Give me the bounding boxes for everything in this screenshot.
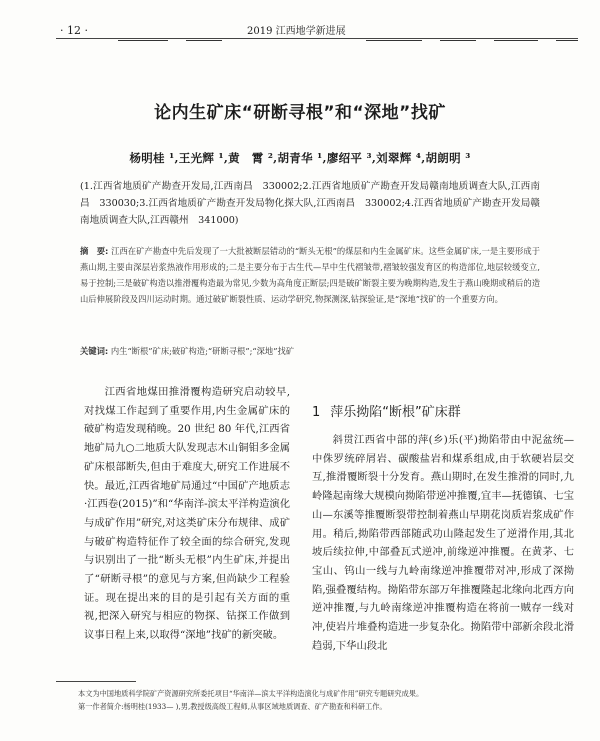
header-rule-segment xyxy=(494,40,538,41)
paragraph: 江西省地煤田推滑覆构造研究启动较早,对找煤工作起到了重要作用,内生金属矿床的破矿构造发现稍晚。20 世纪 80 年代,江西省地矿局九○二地质大队发现志木山铜钼多金属矿床根部断失,但由于难度大,研究工作进展不快。最近,江西省地矿局通过“中国矿产地质志·江西卷(2015)”和“华南洋-滨太平洋构造演化与成矿作用”研究,对这类矿床分布规律、成矿与破矿构造特征作了较全面的综合研究,发现与识别出了一批“断头无根”内生矿床,并提出了“研断寻根”的意见与方案,但尚缺少工程验证。现在提出来的目的是引起有关方面的重视,把深入研究与相应的物探、钻探工作做到议事日程上来,以取得“深地”找矿的新突破。 xyxy=(84,386,290,642)
header-rule-segment xyxy=(186,40,222,41)
footnotes xyxy=(78,687,578,713)
footnote-rule xyxy=(56,681,136,682)
affiliations: (1.江西省地质矿产勘查开发局,江西南昌 330002;2.江西省地质矿产勘查开发局赣南地质调查大队,江西南昌 330030;3.江西省地质矿产勘查开发局物化探大队,江西南昌 330002;4.江西省地质矿产勘查开发局赣南地质调查大队,江西赣州 341000) xyxy=(80,181,540,226)
header-rule xyxy=(56,38,578,39)
section-title: 萍乐拗陷“断根”矿床群 xyxy=(330,405,461,420)
header-rule-segment xyxy=(118,40,168,41)
author-list: 杨明桂 ¹,王光辉 ¹,黄 霄 ²,胡青华 ¹,廖绍平 ³,刘翠辉 ⁴,胡朗明 ³ xyxy=(129,151,471,165)
paragraph: 斜贯江西省中部的萍(乡)乐(平)拗陷带由中泥盆统—中侏罗统碎屑岩、碳酸盐岩和煤系组成,由于软硬岩层交互,推滑覆断裂十分发育。燕山期时,在发生推滑的同时,九岭隆起南缘大规模向拗陷带逆冲推覆,宜丰—抚德镇、七宝山—东溪等推覆断裂带控制着燕山早期花岗质岩浆成矿作用。稍后,拗陷带西部随武功山隆起发生了逆滑作用,其北坡后续拉伸,中部叠瓦式逆冲,前缘逆冲推覆。在黄茅、七宝山、钨山一线与九岭南缘逆冲推覆带对冲,形成了深拗陷,强叠覆结构。拗陷带东部万年推覆隆起北缘向北西方向逆冲推覆,与九岭南缘逆冲推覆构造在将前一贼存一线对冲,使岩片堆叠构造进一步复杂化。拗陷带中部新余段北滑趋弱,下华山段北 xyxy=(312,434,574,652)
right-column xyxy=(312,431,574,655)
abstract-text: 江西在矿产勘查中先后发现了一大批被断层错动的“断头无根”的煤层和内生金属矿床。这些金属矿床,一是主要形成于燕山期,主要由深层岩浆热液作用形成的;二是主要分布于古生代—早中生代褶皱带,褶皱较强发育区的构造部位,地层较缓变立,易于控制;三是破矿构造以推滑覆构造最为常见,少数为高角度正断层;四是破矿断裂主要为晚期构造,发生于燕山晚期或稍后的造山后伸展阶段及四川运动时期。通过破矿断裂性质、运动学研究,物探测深,钻探验证,是“深地”找矿的一个重要方向。 xyxy=(80,246,540,304)
section-heading xyxy=(312,401,572,420)
journal-title: 2019 江西地学新进展 xyxy=(247,26,346,37)
article-title: 论内生矿床“研断寻根”和“深地”找矿 xyxy=(154,103,446,123)
footnote-funding: 本文为中国地质科学院矿产资源研究所委托项目“华南洋—滨太平洋构造演化与成矿作用”研究专题研究成果。 xyxy=(78,689,424,698)
header-rule-segment xyxy=(556,40,578,41)
abstract xyxy=(80,243,540,307)
keywords-text: 内生“断根”矿床;破矿构造;“研断寻根”;“深地”找矿 xyxy=(110,346,295,356)
keywords xyxy=(80,345,540,357)
keywords-label: 关键词: xyxy=(80,346,109,356)
footnote-author-bio: 第一作者简介:杨明桂(1933— ),男,教授级高级工程师,从事区域地质调查、矿产勘查和科研工作。 xyxy=(78,702,387,711)
header-rule-segment xyxy=(440,40,476,41)
left-column xyxy=(84,383,290,645)
abstract-label: 摘 要: xyxy=(80,246,109,256)
page-number: · 12 · xyxy=(60,24,88,37)
header-rule-segment xyxy=(366,40,422,41)
section-number: 1 xyxy=(312,405,321,420)
